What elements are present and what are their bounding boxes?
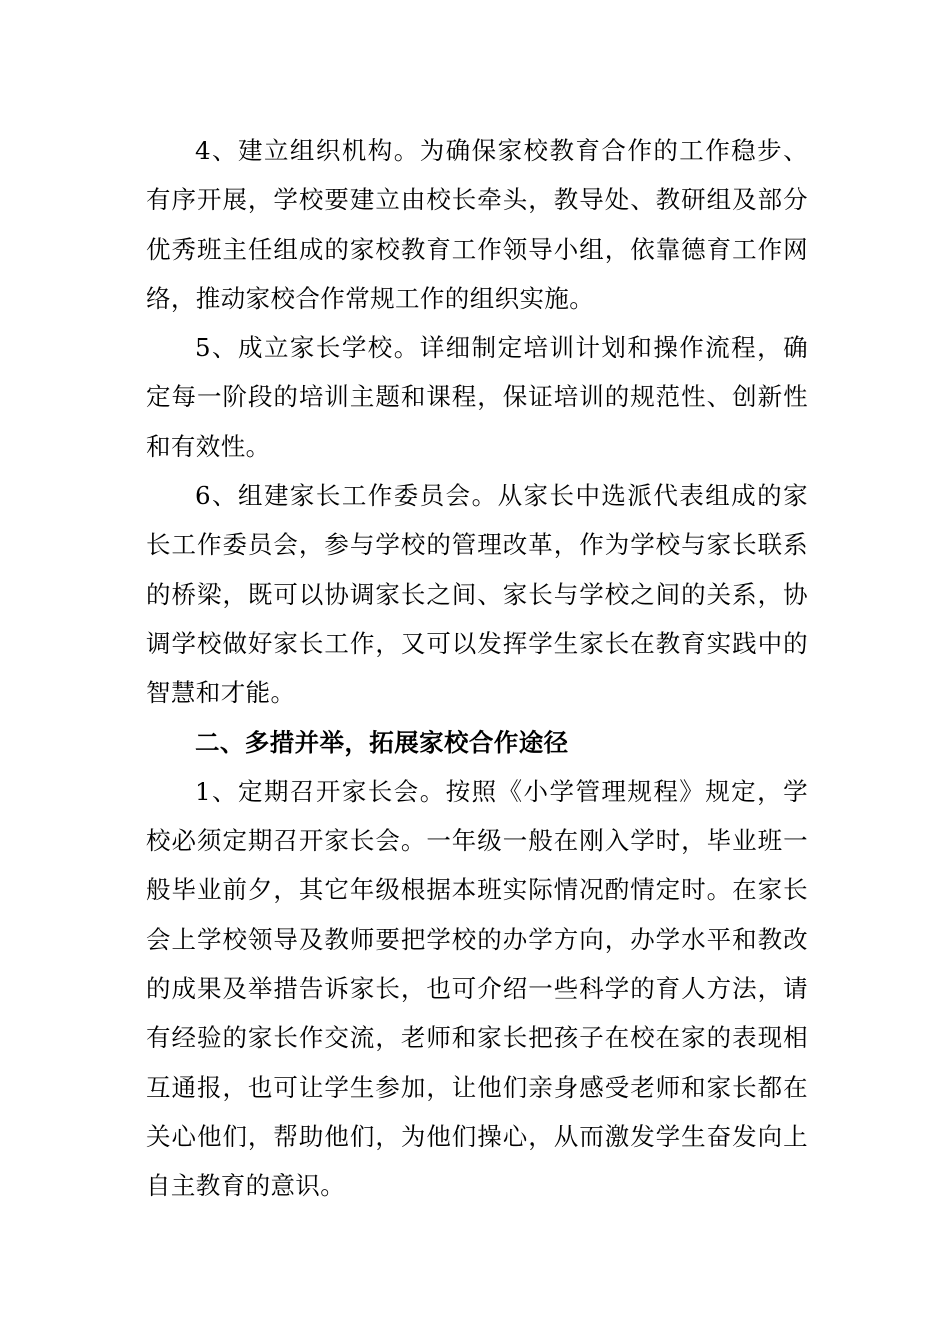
paragraph-parent-meeting: 1、定期召开家长会。按照《小学管理规程》规定，学校必须定期召开家长会。一年级一般在刚入学时，毕业班一般毕业前夕，其它年级根据本班实际情况酌情定时。在家长会上学校领导及教师要把学校的办学方向，办学水平和教改的成果及举措告诉家长，也可介绍一些科学的育人方法，请有经验的家长作交流，老师和家长把孩子在校在家的表现相互通报，也可让学生参加，让他们亲身感受老师和家长都在关心他们，帮助他们，为他们操心，从而激发学生奋发向上自主教育的意识。 [146,776,808,1201]
paragraph-parent-school: 5、成立家长学校。详细制定培训计划和操作流程，确定每一阶段的培训主题和课程，保证培训的规范性、创新性和有效性。 [146,333,808,461]
paragraph-establish-organization: 4、建立组织机构。为确保家校教育合作的工作稳步、有序开展，学校要建立由校长牵头，教导处、教研组及部分优秀班主任组成的家校教育工作领导小组，依靠德育工作网络，推动家校合作常规工作的组织实施。 [146,136,808,313]
document-page [146,126,808,1211]
paragraph-parent-committee: 6、组建家长工作委员会。从家长中选派代表组成的家长工作委员会，参与学校的管理改革，作为学校与家长联系的桥梁，既可以协调家长之间、家长与学校之间的关系，协调学校做好家长工作，又可以发挥学生家长在教育实践中的智慧和才能。 [146,481,808,708]
section-heading: 二、多措并举，拓展家校合作途径 [195,727,569,757]
